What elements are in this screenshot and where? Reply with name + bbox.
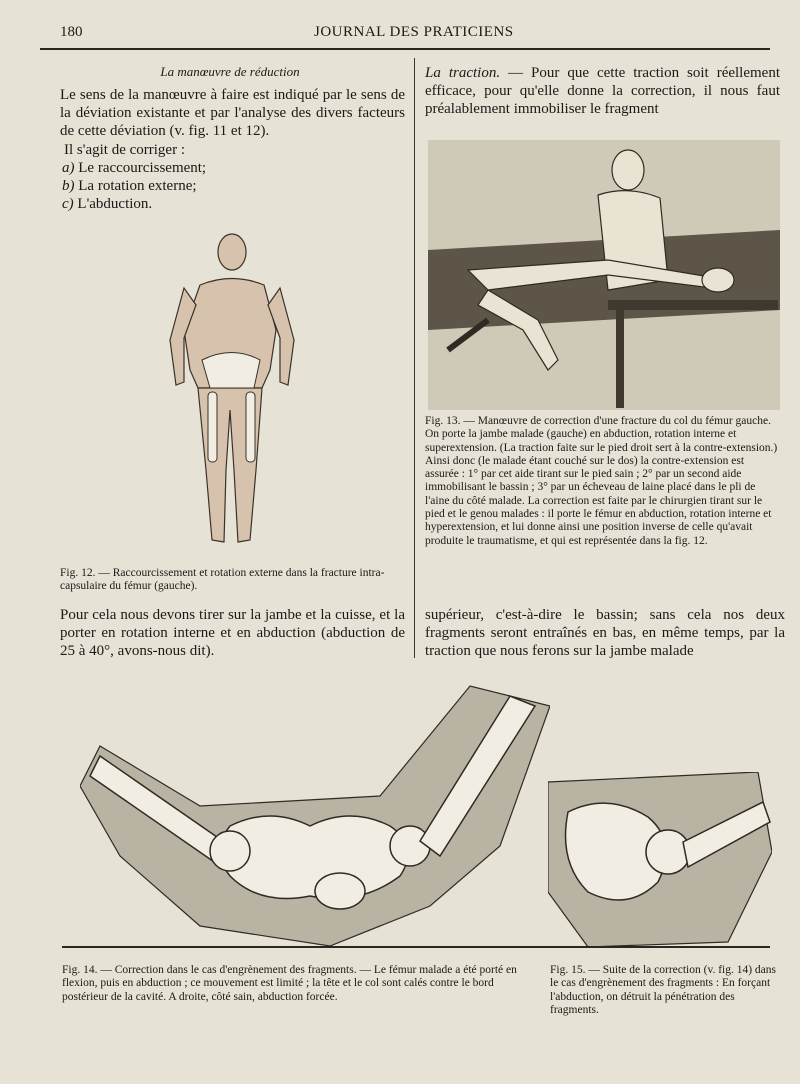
figure-13-illustration bbox=[428, 140, 780, 410]
figure-12-illustration bbox=[150, 210, 310, 562]
list-item bbox=[62, 177, 362, 195]
figure-12-caption: Fig. 12. — Raccourcissement et rotation externe dans la fracture intra-capsulaire du fémur (gauche). bbox=[60, 567, 385, 593]
intro-paragraph: Le sens de la manœuvre à faire est indiqué par le sens de la déviation existante et par l'analyse des divers facteurs de cette déviation (v. fig. 11 et 12). bbox=[60, 87, 405, 139]
list-text: La rotation externe; bbox=[78, 178, 197, 194]
traction-title: La traction. bbox=[425, 65, 501, 81]
column-divider bbox=[414, 58, 415, 658]
figure-14-caption: Fig. 14. — Correction dans le cas d'engrènement des fragments. — Le fémur malade a été porté en flexion, puis en abduction ; ce mouvement est limité ; la tête et le col sont calés contre le bord postérieur de la cavité. A droite, côté sain, abduction forcée. bbox=[62, 964, 517, 1003]
list-item bbox=[62, 159, 362, 177]
list-text: Le raccourcissement; bbox=[78, 160, 207, 176]
page-header bbox=[40, 22, 770, 50]
list-marker: a) bbox=[62, 160, 75, 176]
traction-paragraph bbox=[425, 64, 780, 118]
traction-text: — Pour que cette traction soit réellement efficace, pour qu'elle donne la correction, il nous faut préalablement immobiliser le fragment bbox=[425, 65, 780, 117]
figure-15-illustration bbox=[548, 772, 772, 952]
section-title: La manœuvre de réduction bbox=[160, 64, 300, 79]
figure-14-illustration bbox=[80, 676, 550, 951]
journal-title: JOURNAL DES PRATICIENS bbox=[314, 24, 514, 40]
figure-15-caption: Fig. 15. — Suite de la correction (v. fig. 14) dans le cas d'engrènement des fragments : En forçant l'abduction, on détruit la pénétration des fragments. bbox=[550, 964, 777, 1016]
list-intro: Il s'agit de corriger : bbox=[64, 142, 185, 158]
left-bottom-paragraph: Pour cela nous devons tirer sur la jambe et la cuisse, et la porter en rotation interne et en abduction (abduction de 25 à 40°, avons-nous dit). bbox=[60, 607, 405, 659]
figure-divider bbox=[62, 946, 770, 948]
list-marker: c) bbox=[62, 196, 74, 212]
page-number: 180 bbox=[60, 24, 83, 40]
figure-13-caption: Fig. 13. — Manœuvre de correction d'une fracture du col du fémur gauche. On porte la jambe malade (gauche) en abduction, rotation interne et superextension. (La traction faite sur le pied droit sert à la contre-extension.) Ainsi donc (le malade étant couché sur le dos) la contre-extension est assurée : 1° par cet aide tirant sur le pied sain ; 2° par un second aide immobilisant le bassin ; 3° par un écheveau de laine placé dans le pli de l'aine du côté malade. La correction est faite par le chirurgien tirant sur le pied et le genou malades : il porte le fémur en abduction, rotation interne et hyperextension, et lui donne ainsi une position inverse de celle qu'avait produite le traumatisme, et qui est représentée dans la fig. 12. bbox=[425, 415, 778, 547]
list-text: L'abduction. bbox=[77, 196, 153, 212]
correction-list bbox=[62, 141, 362, 213]
right-bottom-paragraph: supérieur, c'est-à-dire le bassin; sans cela nos deux fragments seront entraînés en bas, en même temps, par la traction que nous ferons sur la jambe malade bbox=[425, 607, 785, 659]
list-marker: b) bbox=[62, 178, 75, 194]
